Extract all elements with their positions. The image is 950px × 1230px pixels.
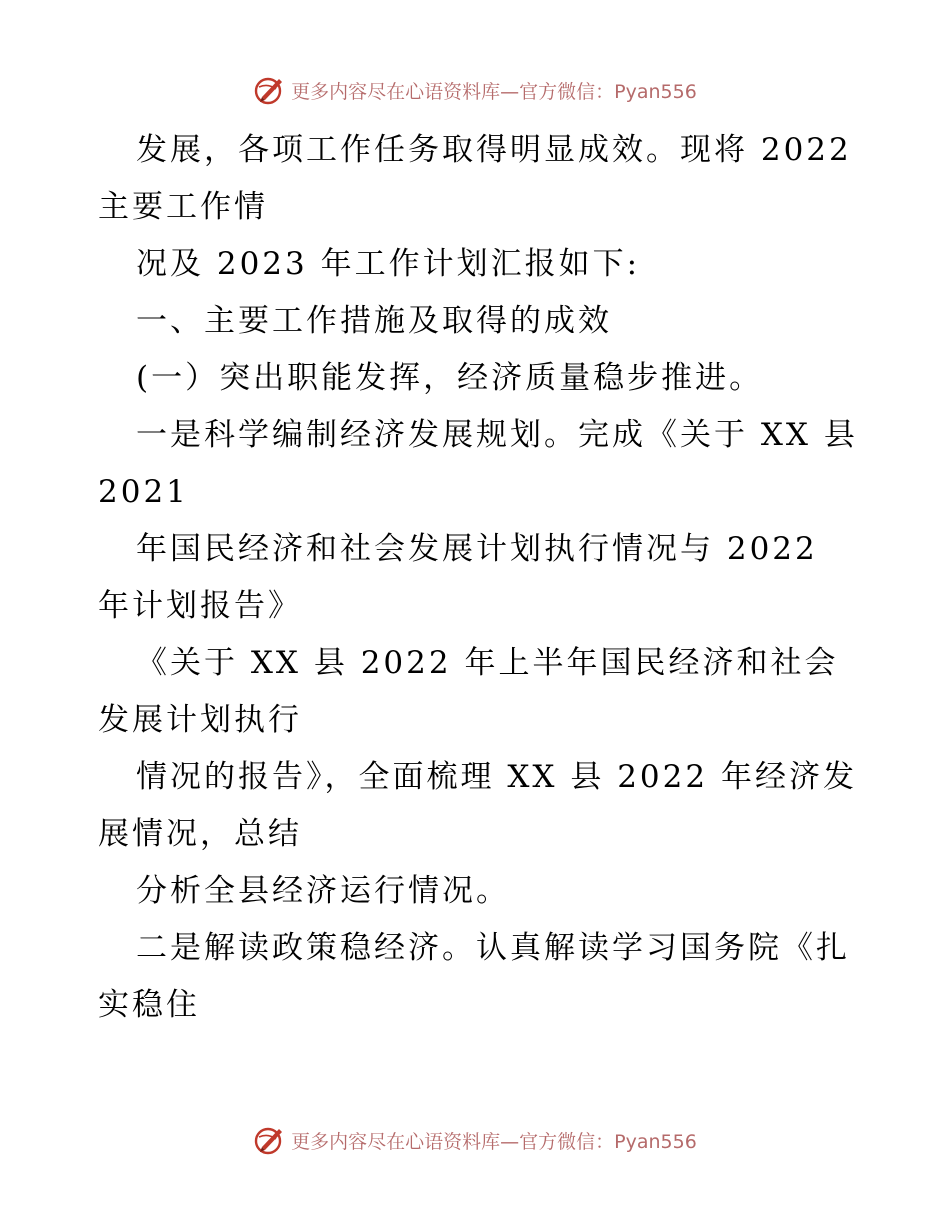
watermark-text: 更多内容尽在心语资料库—官方微信：Pyan556 (291, 1130, 697, 1153)
paragraph: 《关于 XX 县 2022 年上半年国民经济和社会发展计划执行 (98, 645, 839, 738)
header-watermark (0, 70, 950, 110)
pen-logo-icon (253, 73, 287, 107)
paragraph: 一是科学编制经济发展规划。完成《关于 XX 县 2021 (98, 417, 858, 510)
pen-logo-icon (253, 1123, 287, 1157)
paragraph: 情况的报告》，全面梳理 XX 县 2022 年经济发展情况，总结 (98, 759, 857, 852)
paragraph: 发展，各项工作任务取得明显成效。现将 2022 主要工作情 (98, 132, 852, 225)
document-body (98, 122, 858, 1034)
footer-watermark (0, 1120, 950, 1160)
section-heading: 一、主要工作措施及取得的成效 (136, 303, 612, 339)
watermark-text: 更多内容尽在心语资料库—官方微信：Pyan556 (291, 80, 697, 103)
paragraph: 分析全县经济运行情况。 (136, 873, 510, 909)
paragraph: 二是解读政策稳经济。认真解读学习国务院《扎实稳住 (98, 930, 850, 1023)
subsection-heading: (一）突出职能发挥，经济质量稳步推进。 (136, 360, 764, 396)
paragraph: 况及 2023 年工作计划汇报如下: (136, 246, 641, 282)
paragraph: 年国民经济和社会发展计划执行情况与 2022 年计划报告》 (98, 531, 818, 624)
